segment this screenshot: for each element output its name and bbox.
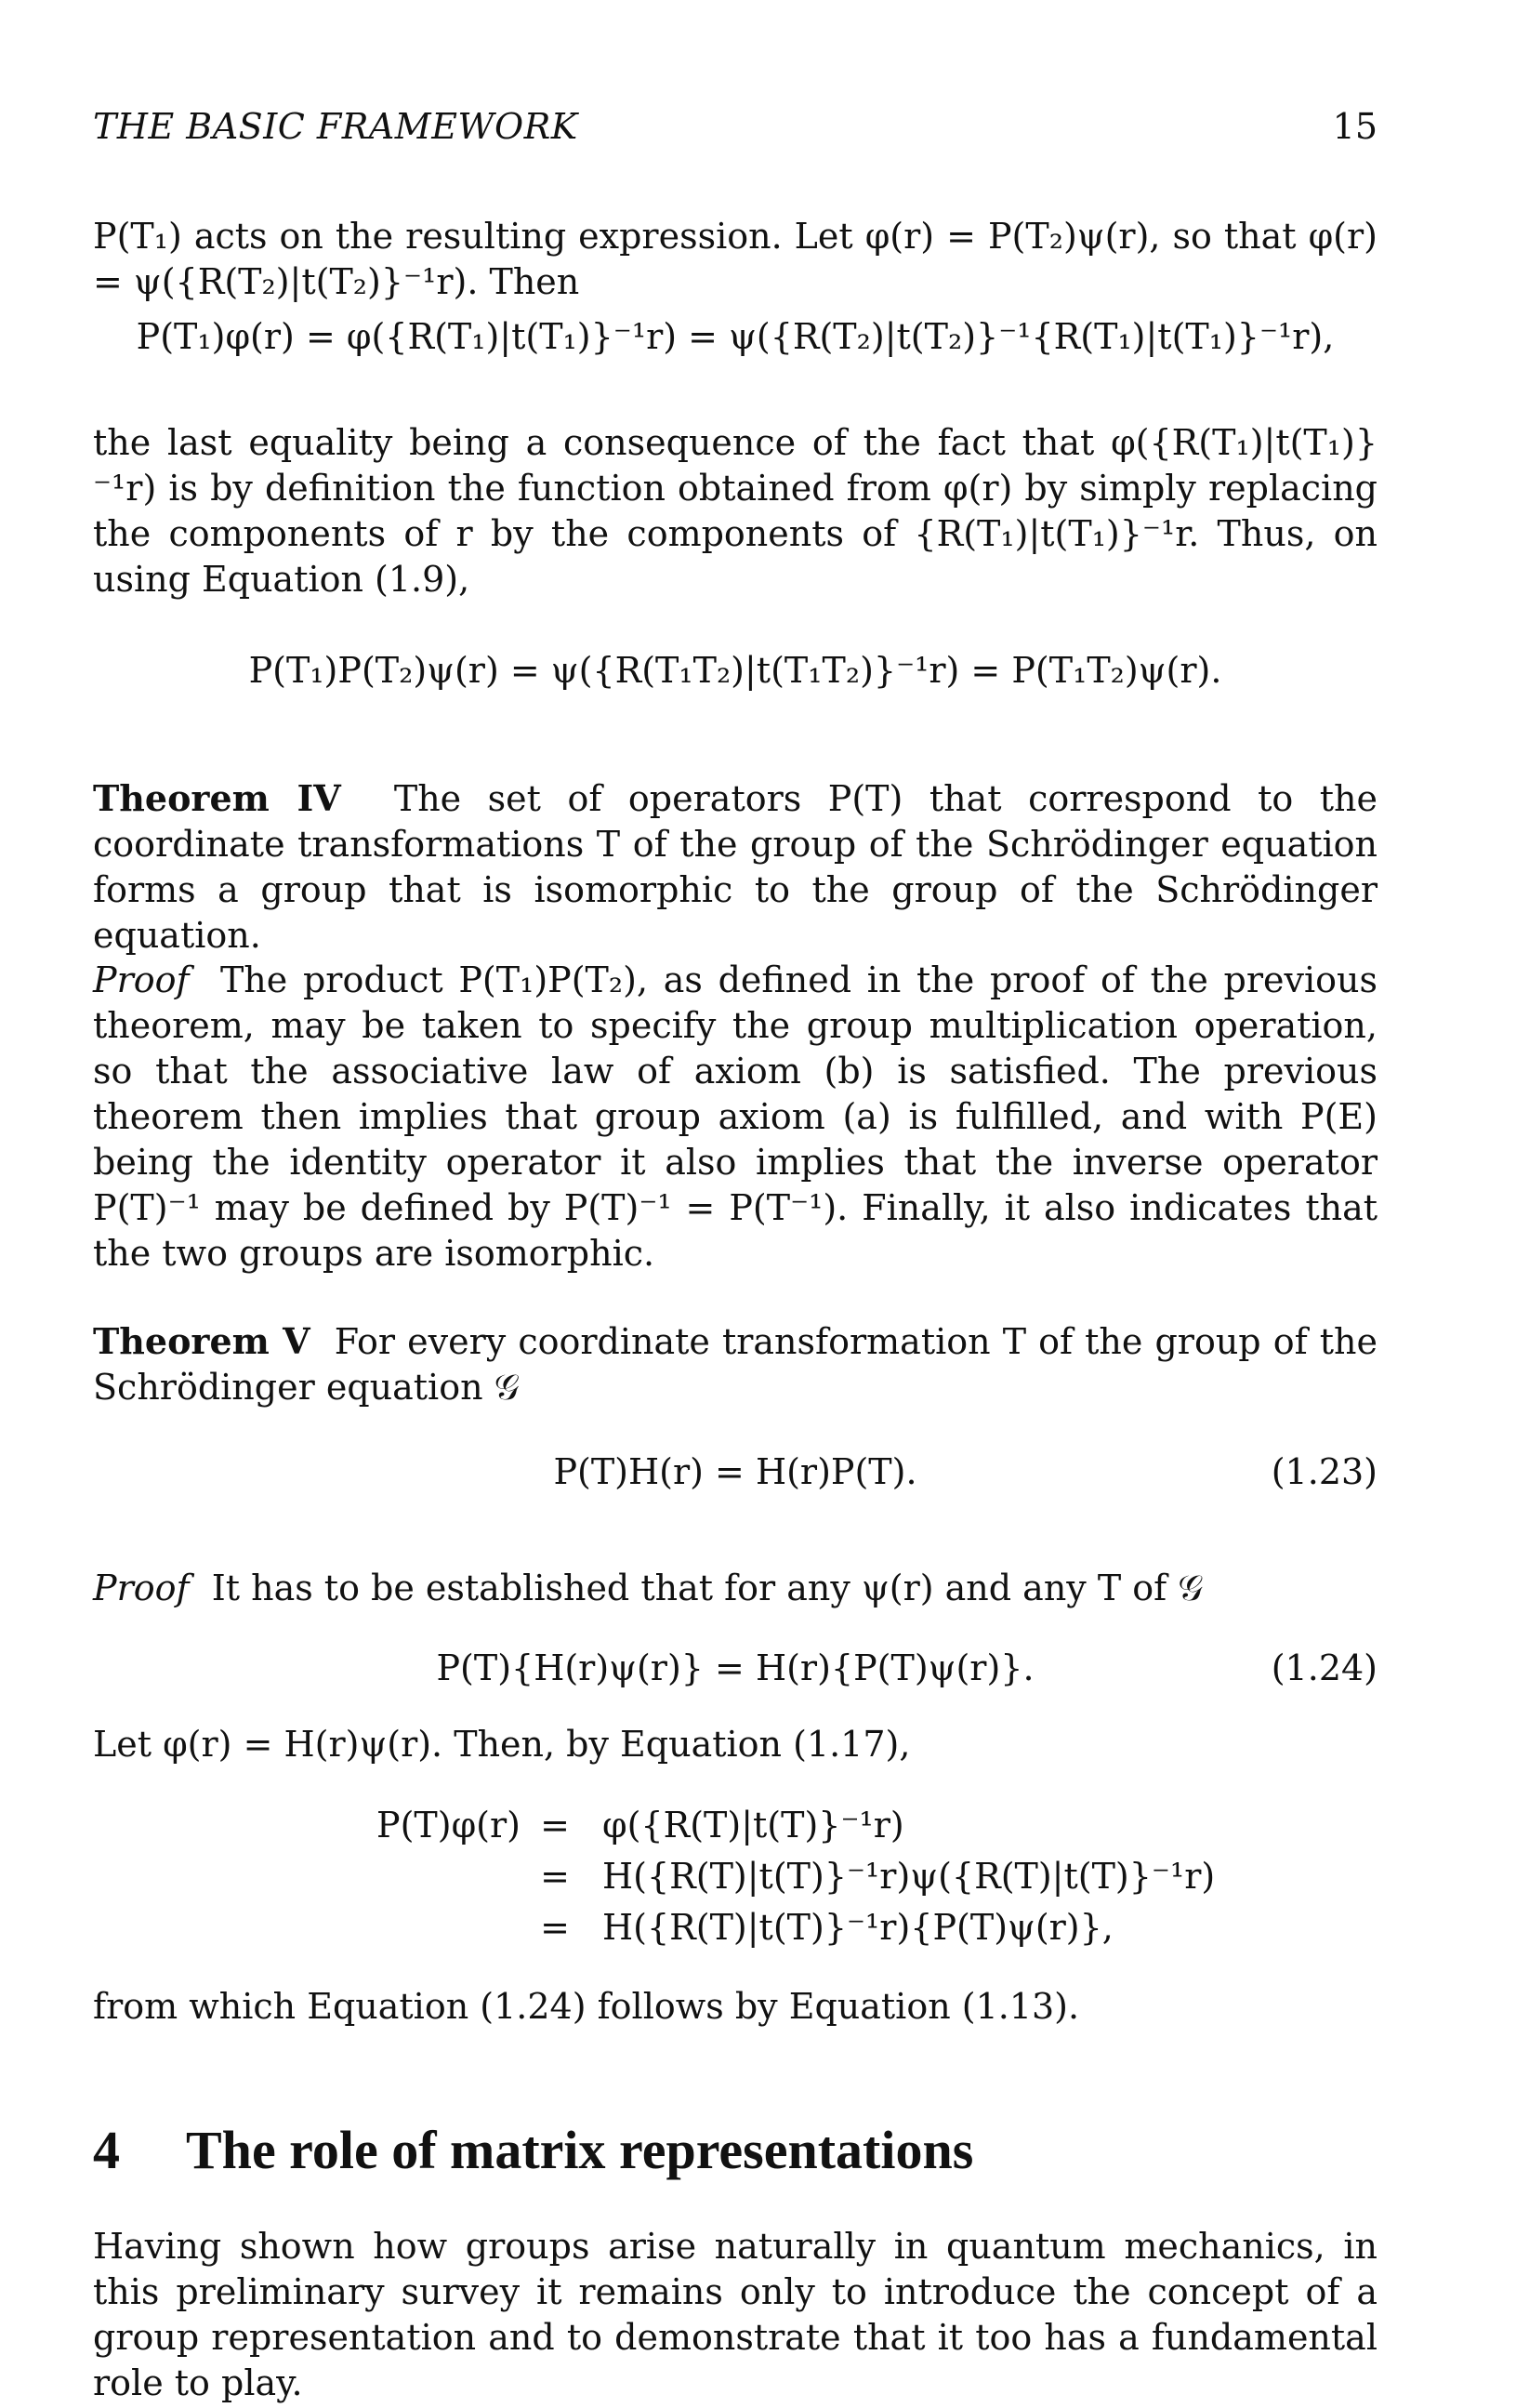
aligned-eq-sign-2: = bbox=[540, 1856, 570, 1897]
running-title: THE BASIC FRAMEWORK bbox=[93, 106, 578, 147]
concluding-line bbox=[93, 1984, 1378, 2030]
theorem-v-label: Theorem V bbox=[93, 1320, 310, 1362]
equation-1-23 bbox=[93, 1449, 1378, 1496]
section-paragraph-text: Having shown how groups arise naturally in quantum mechanics, in this preliminary survey it remains only to introduce the concept of a group representation and to demonstrate that it too has a fundamental role to play. bbox=[93, 2226, 1378, 2403]
let-line bbox=[93, 1722, 1378, 1767]
intro-text: P(T₁) acts on the resulting expression. Let φ(r) = P(T₂)ψ(r), so that φ(r) = ψ({R(T₂)|t(T₂)}⁻¹r). Then bbox=[93, 216, 1378, 302]
equation-2-text: P(T₁)P(T₂)ψ(r) = ψ({R(T₁T₂)|t(T₁T₂)}⁻¹r) = P(T₁T₂)ψ(r). bbox=[248, 650, 1222, 691]
proof-v-text: It has to be established that for any ψ(r) and any T of 𝒢 bbox=[211, 1568, 1204, 1608]
aligned-lhs: P(T)φ(r) bbox=[376, 1805, 521, 1846]
aligned-rhs-2: H({R(T)|t(T)}⁻¹r)ψ({R(T)|t(T)}⁻¹r) bbox=[602, 1856, 1216, 1897]
paragraph-after-equation-1-text: the last equality being a consequence of the fact that φ({R(T₁)|t(T₁)}⁻¹r) is by definition the function obtained from φ(r) by simply replacing the components of r by the components of {R(T₁)|t(T₁)}⁻¹r. Thus, on using Equation (1.9), bbox=[93, 422, 1378, 600]
theorem-v-text: For every coordinate transformation T of the group of the Schrödinger equation 𝒢 bbox=[93, 1321, 1378, 1408]
section-number: 4 bbox=[93, 2120, 120, 2180]
theorem-v bbox=[93, 1318, 1378, 1410]
concluding-text: from which Equation (1.24) follows by Equation (1.13). bbox=[93, 1986, 1080, 2027]
proof-iv-label: Proof bbox=[93, 959, 190, 1000]
theorem-iv bbox=[93, 775, 1378, 959]
equation-2 bbox=[93, 648, 1378, 695]
section-title: The role of matrix representations bbox=[186, 2120, 974, 2180]
running-header bbox=[93, 104, 1378, 151]
aligned-eq-sign-3: = bbox=[540, 1907, 570, 1948]
equation-1-23-tag: (1.23) bbox=[1271, 1451, 1378, 1492]
proof-v-label: Proof bbox=[93, 1568, 190, 1608]
equation-1 bbox=[93, 314, 1378, 361]
page-number: 15 bbox=[1332, 106, 1378, 147]
intro-paragraph bbox=[93, 214, 1378, 305]
theorem-iv-text: The set of operators P(T) that correspond to the coordinate transformations T of the group of the Schrödinger equation forms a group that is isomorphic to the group of the Schrödinger equation. bbox=[93, 778, 1378, 956]
proof-theorem-v bbox=[93, 1566, 1378, 1611]
equation-1-24-text: P(T){H(r)ψ(r)} = H(r){P(T)ψ(r)}. bbox=[436, 1647, 1035, 1688]
aligned-rhs-1: φ({R(T)|t(T)}⁻¹r) bbox=[602, 1805, 904, 1846]
paragraph-after-equation-1 bbox=[93, 420, 1378, 602]
proof-theorem-iv bbox=[93, 958, 1378, 1277]
let-line-text: Let φ(r) = H(r)ψ(r). Then, by Equation (1.17), bbox=[93, 1724, 911, 1765]
aligned-rhs-3: H({R(T)|t(T)}⁻¹r){P(T)ψ(r)}, bbox=[602, 1907, 1114, 1948]
aligned-eq-sign-1: = bbox=[540, 1805, 570, 1846]
theorem-iv-label: Theorem IV bbox=[93, 777, 341, 819]
equation-1-23-text: P(T)H(r) = H(r)P(T). bbox=[553, 1451, 917, 1492]
equation-1-24 bbox=[93, 1646, 1378, 1692]
section-paragraph bbox=[93, 2224, 1378, 2406]
section-heading bbox=[93, 2118, 1378, 2183]
equation-1-text: P(T₁)φ(r) = φ({R(T₁)|t(T₁)}⁻¹r) = ψ({R(T₂)|t(T₂)}⁻¹{R(T₁)|t(T₁)}⁻¹r), bbox=[136, 316, 1335, 357]
proof-iv-text: The product P(T₁)P(T₂), as defined in the proof of the previous theorem, may be taken to specify the group multiplication operation, so that the associative law of axiom (b) is satisfied. The previous theorem then implies that group axiom (a) is fulfilled, and with P(E) being the identity operator it also implies that the inverse operator P(T)⁻¹ may be defined by P(T)⁻¹ = P(T⁻¹). Finally, it also indicates that the two groups are isomorphic. bbox=[93, 959, 1378, 1274]
book-page bbox=[93, 104, 1378, 2403]
equation-1-24-tag: (1.24) bbox=[1271, 1647, 1378, 1688]
